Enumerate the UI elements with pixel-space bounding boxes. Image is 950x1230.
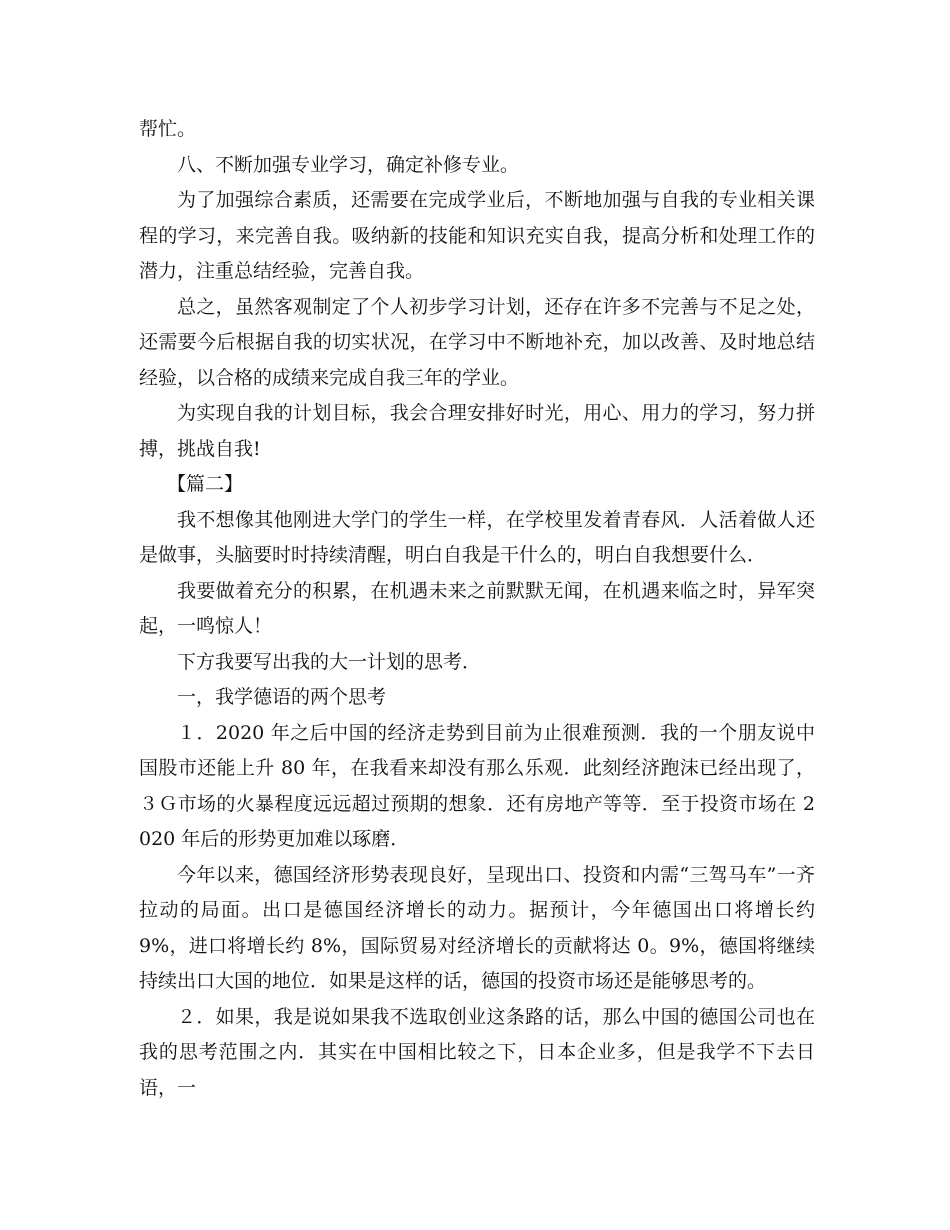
paragraph: 下方我要写出我的大一计划的思考． [177,650,482,673]
subheading-german-thoughts: 一，我学德语的两个思考 [177,686,387,708]
paragraph: 我要做着充分的积累，在机遇未来之前默默无闻，在机遇来临之时，异军突起，一鸣惊人！ [139,579,815,637]
paragraph: 今年以来，德国经济形势表现良好，呈现出口、投资和内需“三驾马车”一齐拉动的局面。出口是德国经济增长的动力。据预计，今年德国出口将增长约 9%，进口将增长约 8%，国际贸易对经济增长的贡献将达 0。9%，德国将继续持续出口大国的地位．如果是这样的话，德国的投资市场还是能够思考的。 [139,863,815,992]
section-heading-eight: 八、不断加强专业学习，确定补修专业。 [177,153,520,176]
paragraph: 我不想像其他刚进大学门的学生一样，在学校里发着青春风．人活着做人还是做事，头脑要时时持续清醒，明白自我是干什么的，明白自我想要什么． [139,508,815,566]
paragraph: 总之，虽然客观制定了个人初步学习计划，还存在许多不完善与不足之处，还需要今后根据自我的切实状况，在学习中不断地补充，加以改善、及时地总结经验，以合格的成绩来完成自我三年的学业。 [139,295,815,389]
paragraph-continuation: 帮忙。 [139,118,197,140]
numbered-item-2: ２．如果，我是说如果我不选取创业这条路的话，那么中国的德国公司也在我的思考范围之内．其实在中国相比较之下，日本企业多，但是我学不下去日语，一 [139,1005,815,1099]
document-body [139,112,815,1106]
paragraph: 为实现自我的计划目标，我会合理安排好时光，用心、用力的学习，努力拼搏，挑战自我! [139,402,815,460]
numbered-item-1: １．2020 年之后中国的经济走势到目前为止很难预测．我的一个朋友说中国股市还能上升 80 年，在我看来却没有那么乐观．此刻经济跑沫已经出现了，３Ｇ市场的火暴程度远远超过预期的想象．还有房地产等等．至于投资市场在 2020 年后的形势更加难以琢磨． [139,721,815,850]
section-title-part-two: 【篇二】 [167,473,244,495]
paragraph: 为了加强综合素质，还需要在完成学业后，不断地加强与自我的专业相关课程的学习，来完善自我。吸纳新的技能和知识充实自我，提高分析和处理工作的潜力，注重总结经验，完善自我。 [139,189,815,282]
